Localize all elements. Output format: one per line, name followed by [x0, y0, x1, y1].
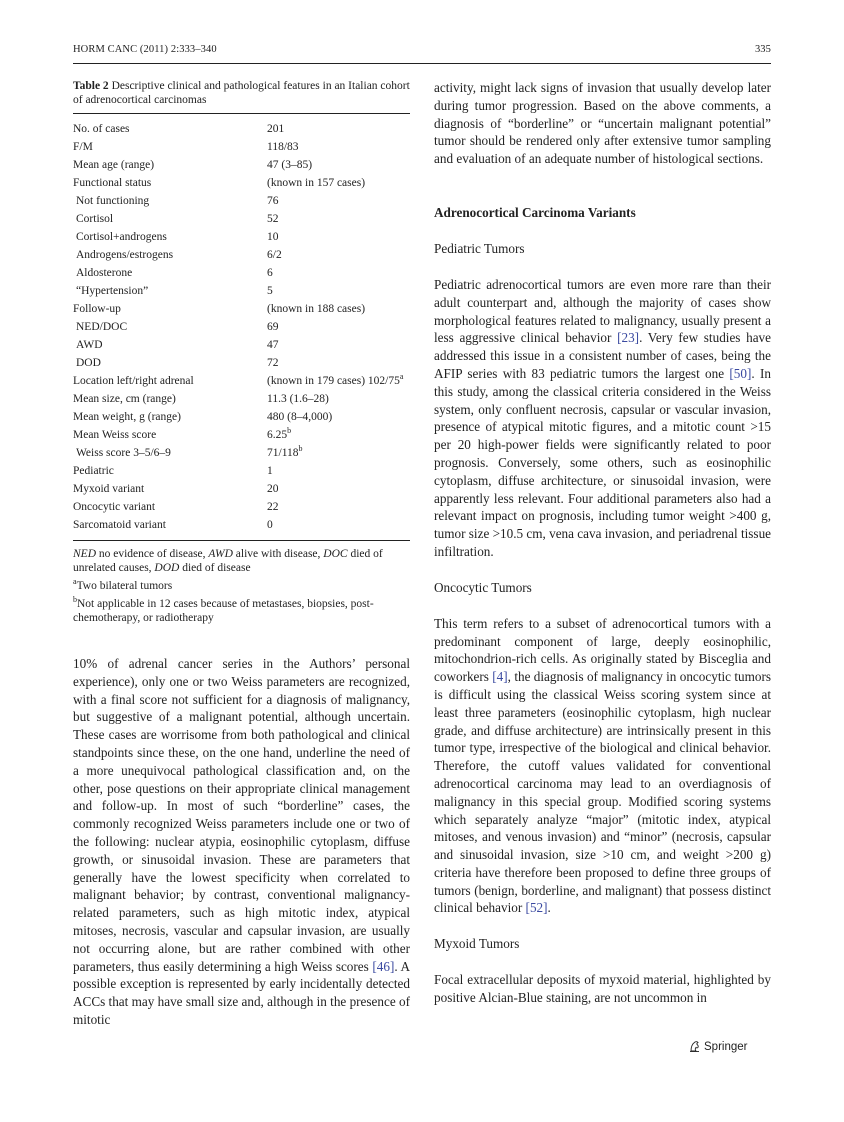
citation-23[interactable]: [23]: [617, 330, 640, 346]
table-bottom-rule: [73, 540, 410, 541]
table-footnote-mark: b: [287, 426, 292, 436]
table-row: [73, 426, 410, 444]
pediatric-text-2: . Very few studies have addressed this issue in a consistent number of cases, being the AFIP series with 83 pediatric tumors the largest one: [434, 330, 771, 381]
table-cell-value: [267, 138, 410, 156]
table-footnote-mark: a: [399, 372, 404, 382]
table-value-text: 6/2: [267, 249, 282, 261]
footnote-b-mark: b: [73, 595, 77, 605]
table-row: [73, 282, 410, 300]
table-row: [73, 120, 410, 138]
table-cell-label: No. of cases: [73, 123, 130, 135]
table-row: [73, 444, 410, 462]
table-value-text: 1: [267, 465, 273, 477]
table-cell-value: [267, 192, 410, 210]
citation-52[interactable]: [52]: [525, 900, 548, 916]
table-value-text: 480 (8–4,000): [267, 411, 333, 423]
table-row: [73, 408, 410, 426]
table-cell-label: Oncocytic variant: [73, 501, 156, 513]
table-cell-value: [267, 462, 410, 480]
table-row: [73, 210, 410, 228]
table-cell-value: [267, 498, 410, 516]
table-row: [73, 264, 410, 282]
table-cell-label: Mean age (range): [73, 159, 155, 171]
table-cell-value: [267, 282, 410, 300]
table-row: [73, 480, 410, 498]
running-header: [73, 44, 771, 62]
table-cell-label: Location left/right adrenal: [73, 375, 194, 387]
table-cell-value: [267, 390, 410, 408]
citation-50[interactable]: [50]: [729, 365, 752, 381]
table-cell-label: “Hypertension”: [76, 285, 149, 297]
pediatric-text-1: Pediatric adrenocortical tumors are even more rare than their adult counterpart and, although the majority of cases show morphological features related to malignancy, usually present a less aggressive clinical behavior: [434, 276, 771, 346]
table-cell-value: [267, 408, 410, 426]
citation-4[interactable]: [4]: [492, 669, 508, 685]
table-cell-value: [267, 156, 410, 174]
table-cell-label: Sarcomatoid variant: [73, 519, 166, 531]
table-row: [73, 192, 410, 210]
table-cell-label: Cortisol+androgens: [76, 231, 167, 243]
footnote-b-text: Not applicable in 12 cases because of metastases, biopsies, post-chemotherapy, or radiotherapy: [73, 598, 374, 624]
table-value-text: 6: [267, 267, 273, 279]
table-row: [73, 372, 410, 390]
abbr-doc: DOC: [323, 548, 348, 560]
table-row: [73, 336, 410, 354]
right-paragraph-myxoid: Focal extracellular deposits of myxoid material, highlighted by positive Alcian-Blue staining, are not uncommon in: [434, 972, 771, 1006]
pediatric-text-3: . In this study, among the classical criteria considered in the Weiss system, only confluent necrosis, capsular or vascular invasion, presence of atypical mitotic figures, and a mitotic count >15 per 20 high-power fields were significantly related to poor prognosis. Conversely, some others, such as eosinophilic cytoplasm, diffuse architecture, or sinusoidal invasion, were apparently less relevant. Four additional parameters also had a relevant impact on prognosis, including tumor weight >400 g, tumor size >10.5 cm, vena cava invasion, and periadrenal tissue infiltration.: [434, 365, 772, 559]
table-caption-text: Descriptive clinical and pathological features in an Italian cohort of adrenocortical carcinomas: [73, 80, 410, 106]
table-value-text: 69: [267, 321, 279, 333]
table-cell-value: [267, 246, 410, 264]
citation-46[interactable]: [46]: [372, 958, 395, 974]
publisher-logo: [688, 1040, 747, 1053]
table-row: [73, 174, 410, 192]
table-cell-value: [267, 480, 410, 498]
table-cell-label: Weiss score 3–5/6–9: [76, 447, 171, 459]
table-value-text: 47 (3–85): [267, 159, 313, 171]
table-value-text: 6.25: [267, 429, 288, 441]
table-row: [73, 228, 410, 246]
table-cell-label: Pediatric: [73, 465, 114, 477]
table-cell-label: Myxoid variant: [73, 483, 145, 495]
table-cell-value: [267, 372, 410, 390]
table-cell-label: Aldosterone: [76, 267, 133, 279]
left-paragraph-text-1: 10% of adrenal cancer series in the Authors’ personal experience), only one or two Weiss parameters are recognized, with a final score not sufficient for a diagnosis of malignancy, but suggestive of a malignant potential, although uncertain. These cases are worrisome from both pathological and clinical standpoints since these, on the one hand, underline the need of a more unequivocal pathological classification and, on the other, pose questions on their appropriate clinical management and follow-up. In most of such “borderline” cases, the commonly recognized Weiss parameters include one or two of the following: nuclear atypia, eosinophilic cytoplasm, diffuse growth, or sinusoidal invasion. These are parameters that generally have the lowest specificity when correlated to malignant behavior; by contrast, conventional malignancy-related parameters, such as high mitotic index, atypical mitoses, necrosis, vascular and capsular invasion, are usually not occurring alone, but are rather combined with other parameters, thus easily determining a high Weiss scores: [73, 656, 410, 974]
table-value-text: (known in 157 cases): [267, 177, 366, 189]
table-row: [73, 390, 410, 408]
footnote-a: [73, 579, 410, 593]
table-cell-value: [267, 228, 410, 246]
table-footnotes: [73, 547, 410, 625]
table-row: [73, 156, 410, 174]
left-column: [73, 79, 410, 1029]
oncocytic-text-1: This term refers to a subset of adrenocortical tumors with a predominant component of large, deeply eosinophilic, mitochondrion-rich cells. As originally stated by Bisceglia and coworkers: [434, 615, 771, 685]
footnote-a-mark: a: [73, 577, 77, 587]
footnote-a-text: Two bilateral tumors: [76, 580, 173, 592]
table-cell-label: Not functioning: [76, 195, 150, 207]
table-cell-value: [267, 426, 410, 444]
table-cell-value: [267, 120, 410, 138]
abbr-awd: AWD: [208, 548, 233, 560]
table-cell-value: [267, 354, 410, 372]
table-cell-label: Mean Weiss score: [73, 429, 157, 441]
table-cell-label: DOD: [76, 357, 101, 369]
table-cell-label: Mean weight, g (range): [73, 411, 181, 423]
table-value-text: (known in 188 cases): [267, 303, 366, 315]
abbr-ned-def: no evidence of disease,: [96, 548, 209, 560]
table-value-text: (known in 179 cases) 102/75: [267, 375, 400, 387]
subheading-pediatric: Pediatric Tumors: [434, 240, 525, 256]
table-value-text: 10: [267, 231, 279, 243]
table-cell-label: Mean size, cm (range): [73, 393, 176, 405]
features-table: [73, 120, 410, 534]
journal-citation: HORM CANC (2011) 2:333–340: [73, 44, 217, 55]
table-cell-value: [267, 174, 410, 192]
table-row: [73, 138, 410, 156]
table-cell-label: Cortisol: [76, 213, 114, 225]
table-row: [73, 354, 410, 372]
table-cell-label: F/M: [73, 141, 93, 153]
abbr-awd-def: alive with disease,: [232, 548, 324, 560]
subheading-oncocytic: Oncocytic Tumors: [434, 579, 532, 595]
table-row: [73, 498, 410, 516]
table-row: [73, 516, 410, 534]
table-cell-value: [267, 516, 410, 534]
table-value-text: 22: [267, 501, 279, 513]
table-cell-label: NED/DOC: [76, 321, 128, 333]
springer-horse-icon: [688, 1040, 701, 1053]
section-heading: Adrenocortical Carcinoma Variants: [434, 204, 636, 220]
table-row: [73, 246, 410, 264]
right-paragraph-oncocytic: [434, 615, 771, 918]
table-cell-value: [267, 336, 410, 354]
table-footnote-mark: b: [298, 444, 303, 454]
table-label: Table 2: [73, 80, 109, 92]
table-value-text: 47: [267, 339, 279, 351]
footnote-b: [73, 597, 410, 625]
left-paragraph: [73, 655, 410, 1029]
table-cell-value: [267, 300, 410, 318]
right-column: [434, 79, 771, 1007]
table-row: [73, 318, 410, 336]
table-cell-label: Functional status: [73, 177, 152, 189]
table-cell-label: Follow-up: [73, 303, 121, 315]
right-paragraph-pediatric: [434, 276, 771, 561]
abbr-dod-def: died of disease: [179, 562, 251, 574]
table-value-text: 5: [267, 285, 273, 297]
table-value-text: 118/83: [267, 141, 299, 153]
table-value-text: 52: [267, 213, 279, 225]
abbr-ned: NED: [73, 548, 96, 560]
subheading-myxoid: Myxoid Tumors: [434, 936, 520, 952]
table-cell-value: [267, 444, 410, 462]
table-value-text: 201: [267, 123, 285, 135]
table-top-rule: [73, 113, 410, 114]
table-value-text: 11.3 (1.6–28): [267, 393, 329, 405]
header-rule: [73, 63, 771, 64]
table-row: [73, 300, 410, 318]
abbr-doc-def: died of unrelated causes,: [73, 548, 383, 574]
table-value-text: 20: [267, 483, 279, 495]
oncocytic-text-2: , the diagnosis of malignancy in oncocytic tumors is difficult using the classical Weiss scoring system since at least three parameters (eosinophilic cytoplasm, high nuclear grade, and diffuse architecture) are intrinsically present in this tumor type, irrespective of the biological and clinical behavior. Therefore, the cutoff values validated for conventional adrenocortical carcinoma may lead to an overdiagnosis of malignancy in this special group. Modified scoring systems which separately analyze “major” (mitotic index, atypical mitoses, and venous invasion) and “minor” (necrosis, capsular and sinusoidal invasion, size >10 cm, and weight >200 g) criteria have therefore been proposed to define three groups of tumors (benign, borderline, and malignant) that possess distinct clinical behavior: [434, 669, 771, 916]
table-value-text: 71/118: [267, 447, 299, 459]
table-value-text: 0: [267, 519, 273, 531]
table-row: [73, 462, 410, 480]
table-cell-label: AWD: [76, 339, 103, 351]
footnote-abbreviations: [73, 547, 410, 575]
page-number: 335: [754, 44, 771, 55]
publisher-name: Springer: [704, 1040, 748, 1053]
table-cell-value: [267, 318, 410, 336]
table-cell-value: [267, 210, 410, 228]
right-paragraph-1: activity, might lack signs of invasion that usually develop later during tumor progression. Based on the above comments, a diagnosis of “borderline” or “uncertain malignant potential” tumor should be rendered only after extensive tumor sampling and evaluation of an adequate number of histological sections.: [434, 80, 771, 167]
oncocytic-text-3: .: [547, 900, 551, 916]
abbr-dod: DOD: [154, 562, 180, 574]
table-value-text: 76: [267, 195, 279, 207]
left-paragraph-text-2: . A possible exception is represented by early incidentally detected ACCs that may have small size and, although in the presence of mitotic: [73, 958, 411, 1027]
table-caption: [73, 79, 410, 107]
table-value-text: 72: [267, 357, 279, 369]
table-cell-value: [267, 264, 410, 282]
table-cell-label: Androgens/estrogens: [76, 249, 174, 261]
